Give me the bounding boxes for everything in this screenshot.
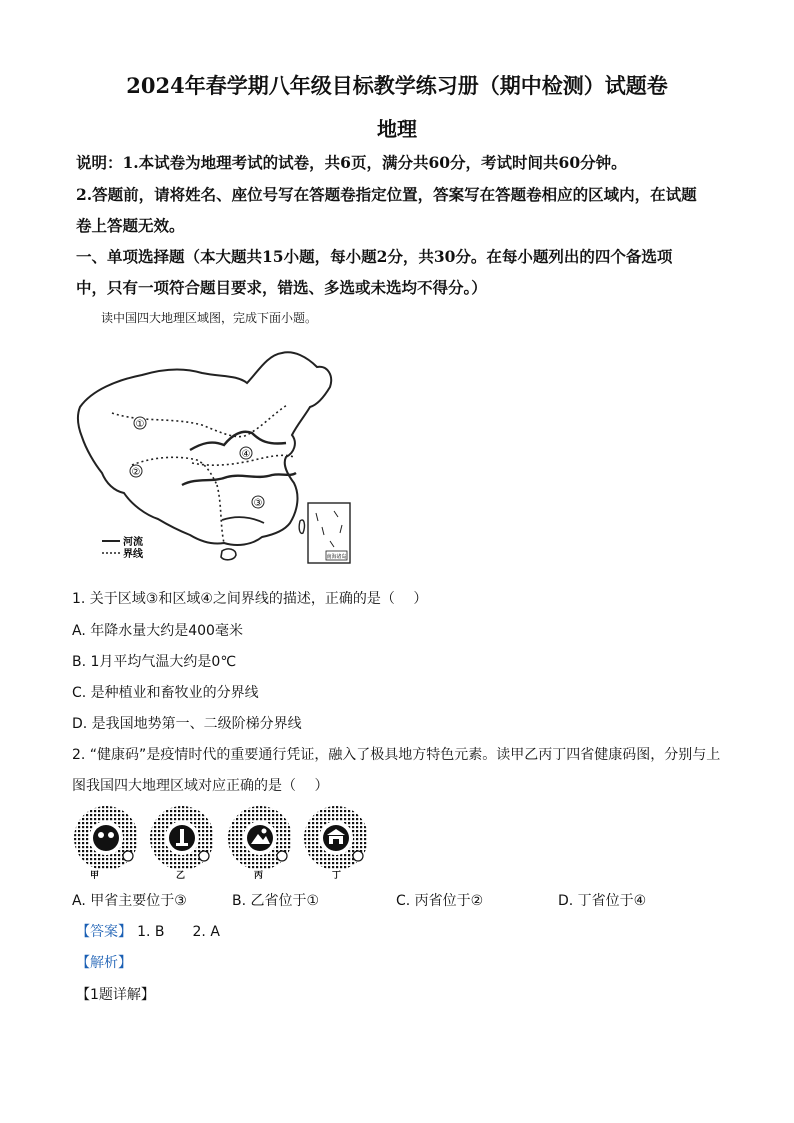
- region-label-3: ③: [253, 498, 263, 509]
- boundary-east: [217, 485, 224, 543]
- question-1-option-c[interactable]: C. 是种植业和畜牧业的分界线: [72, 685, 259, 701]
- question-2-stem-line-2: 图我国四大地理区域对应正确的是（ ）: [72, 778, 329, 794]
- region-label-2: ②: [131, 467, 141, 478]
- health-code-label-jia: 甲: [90, 871, 100, 881]
- yellow-river: [190, 432, 286, 450]
- health-code-row: [70, 802, 370, 882]
- health-code-ding: [304, 806, 368, 870]
- question-2-stem-line-1: 2. “健康码”是疫情时代的重要通行凭证，融入了极具地方特色元素。读甲乙丙丁四省健康码图，分别与上: [72, 747, 721, 763]
- subject-title: 地理: [377, 117, 417, 141]
- health-code-jia: [74, 806, 138, 870]
- instructions-line-2: 2.答题前，请将姓名、座位号写在答题卷指定位置，答案写在答题卷相应的区域内，在试题: [76, 185, 697, 204]
- question-2-option-d[interactable]: D. 丁省位于④: [558, 893, 647, 909]
- taiwan-island: [299, 520, 304, 533]
- pearl-river: [222, 517, 264, 523]
- china-regions-map: [72, 345, 352, 570]
- question-2-option-c[interactable]: C. 丙省位于②: [396, 893, 484, 909]
- answer-tag: 【答案】: [76, 924, 132, 940]
- answer-line: [76, 921, 220, 941]
- yangtze-river: [182, 473, 296, 485]
- region-label-1: ①: [135, 419, 145, 430]
- question-1-option-d[interactable]: D. 是我国地势第一、二级阶梯分界线: [72, 716, 302, 732]
- health-code-bing: [228, 806, 292, 870]
- hainan-island: [221, 549, 236, 560]
- panda-icon: [93, 825, 119, 851]
- question-2-option-b[interactable]: B. 乙省位于①: [232, 893, 320, 909]
- answer-value: 1. B 2. A: [137, 924, 220, 940]
- question-1-stem: 1. 关于区域③和区域④之间界线的描述，正确的是（ ）: [72, 591, 428, 607]
- health-code-label-yi: 乙: [176, 871, 186, 881]
- legend-river-label: 河流: [123, 537, 143, 548]
- health-code-label-bing: 丙: [254, 871, 264, 881]
- health-code-yi: [150, 806, 214, 870]
- region-label-4: ④: [241, 449, 251, 460]
- question-2-option-a[interactable]: A. 甲省主要位于③: [72, 893, 187, 909]
- section-heading-line-2: 中，只有一项符合题目要求，错选、多选或未选均不得分。）: [76, 278, 487, 297]
- question-1-option-b[interactable]: B. 1月平均气温大约是0℃: [72, 654, 237, 670]
- map-intro: 读中国四大地理区域图，完成下面小题。: [101, 311, 318, 325]
- legend-border-label: 界线: [123, 549, 143, 560]
- inset-label: 南海诸岛: [326, 554, 347, 560]
- instructions-line-3: 卷上答题无效。: [76, 216, 185, 235]
- health-code-graphics: [70, 802, 370, 882]
- health-code-label-ding: 丁: [332, 871, 342, 881]
- analysis-tag: 【解析】: [76, 955, 132, 971]
- page-title: 2024年春学期八年级目标教学练习册（期中检测）试题卷: [126, 73, 668, 98]
- detail-tag: 【1题详解】: [76, 987, 155, 1003]
- question-1-option-a[interactable]: A. 年降水量大约是400毫米: [72, 623, 243, 639]
- china-outline: [78, 352, 331, 545]
- instructions-line-1: 说明：1.本试卷为地理考试的试卷，共6页，满分共60分，考试时间共60分钟。: [76, 153, 627, 172]
- section-heading-line-1: 一、单项选择题（本大题共15小题，每小题2分，共30分。在每小题列出的四个备选项: [76, 247, 673, 266]
